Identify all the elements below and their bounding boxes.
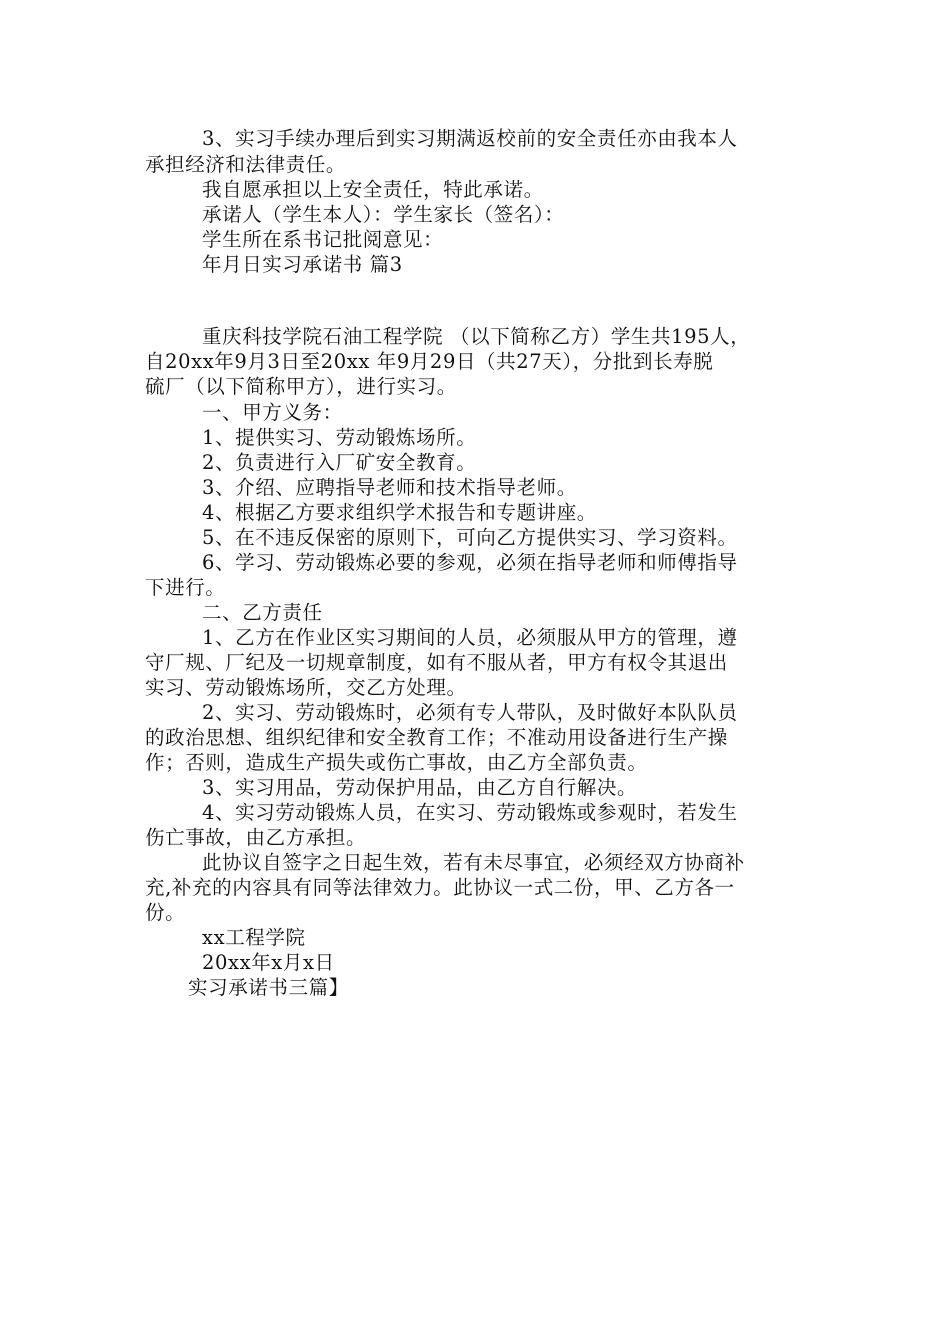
section-heading: 年月日实习承诺书 篇3 [202,253,403,276]
text-line: 2、负责进行入厂矿安全教育。 [202,451,477,474]
closing-line: 实习承诺书三篇】 [188,976,349,999]
text-line: 我自愿承担以上安全责任，特此承诺。 [202,178,544,201]
text-line: 自20xx年9月3日至20xx 年9月29日（共27天），分批到长寿脱 [145,350,714,373]
text-line: 下进行。 [145,576,226,599]
text-line: 3、实习用品，劳动保护用品，由乙方自行解决。 [202,776,638,799]
text-line: 学生所在系书记批阅意见： [202,228,444,251]
text-line: 2、实习、劳动锻炼时，必须有专人带队，及时做好本队队员 [202,701,738,724]
text-line: 1、乙方在作业区实习期间的人员，必须服从甲方的管理，遵 [202,626,738,649]
text-line: 1、提供实习、劳动锻炼场所。 [202,426,477,449]
text-line: 4、实习劳动锻炼人员，在实习、劳动锻炼或参观时，若发生 [202,801,738,824]
text-line: 重庆科技学院石油工程学院 （以下简称乙方）学生共195人， [202,325,751,348]
text-line: 作；否则，造成生产损失或伤亡事故，由乙方全部负责。 [145,751,648,774]
text-line: 6、学习、劳动锻炼必要的参观，必须在指导老师和师傅指导 [202,551,738,574]
text-line: 4、根据乙方要求组织学术报告和专题讲座。 [202,501,597,524]
signature-date: 20xx年x月x日 [202,951,335,974]
text-line: 3、实习手续办理后到实习期满返校前的安全责任亦由我本人 [202,127,738,150]
text-line: 承担经济和法律责任。 [145,153,347,176]
signature-org: xx工程学院 [202,926,306,949]
text-line: 伤亡事故，由乙方承担。 [145,826,367,849]
text-line: 充,补充的内容具有同等法律效力。此协议一式二份，甲、乙方各一 [145,876,735,899]
text-line: 一、甲方义务： [202,401,343,424]
text-line: 实习、劳动锻炼场所，交乙方处理。 [145,676,467,699]
text-line: 二、乙方责任 [202,601,323,624]
text-line: 5、在不违反保密的原则下，可向乙方提供实习、学习资料。 [202,526,738,549]
text-line: 3、介绍、应聘指导老师和技术指导老师。 [202,476,577,499]
text-line: 承诺人（学生本人）：学生家长（签名）： [202,203,565,226]
text-line: 的政治思想、组织纪律和安全教育工作；不准动用设备进行生产操 [145,726,728,749]
text-line: 此协议自签字之日起生效，若有未尽事宜，必须经双方协商补 [202,851,745,874]
text-line: 份。 [145,901,186,924]
text-line: 硫厂（以下简称甲方），进行实习。 [145,375,457,398]
text-line: 守厂规、厂纪及一切规章制度，如有不服从者，甲方有权令其退出 [145,651,728,674]
